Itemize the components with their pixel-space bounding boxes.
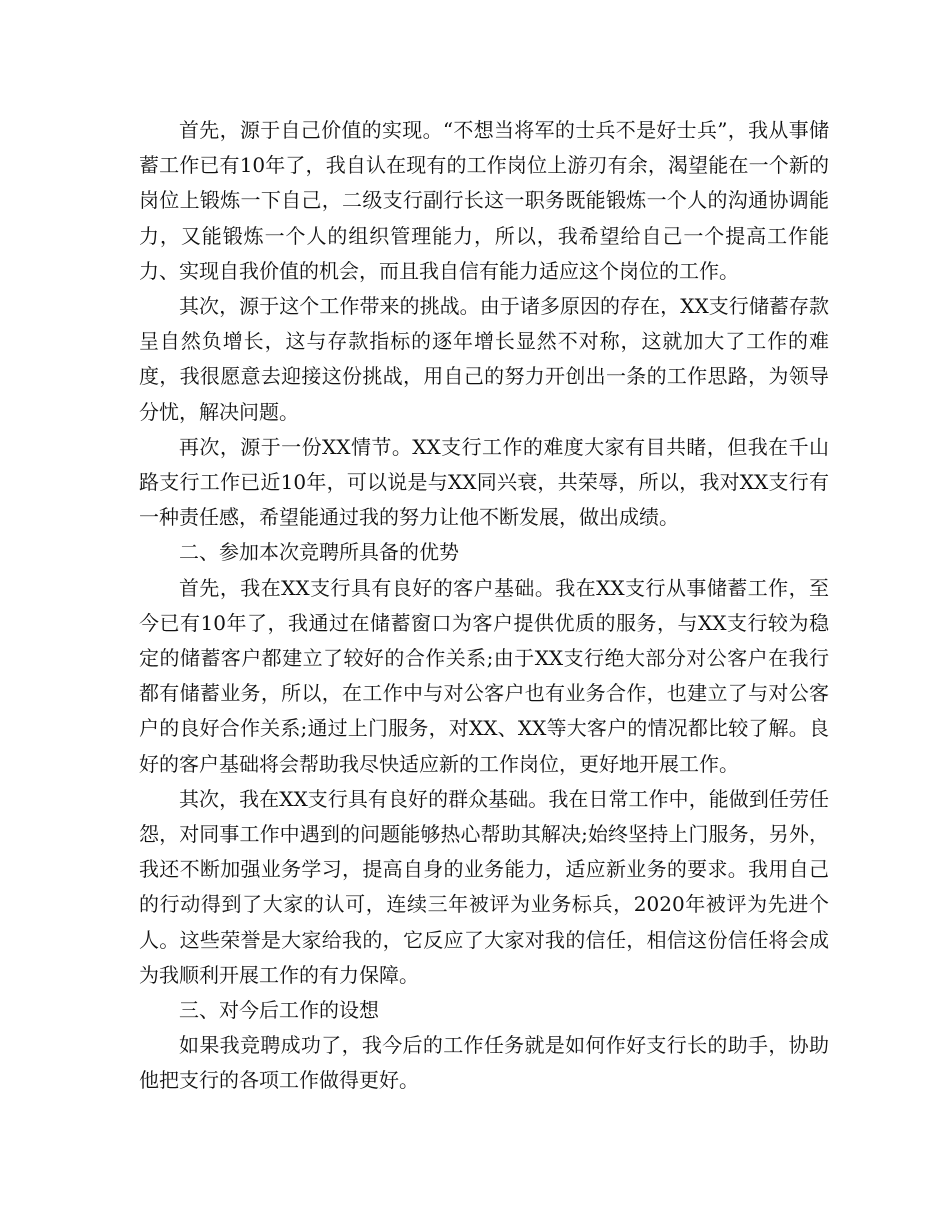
paragraph-self-value: 首先，源于自己价值的实现。“不想当将军的士兵不是好士兵”，我从事储蓄工作已有10年了，我自认在现有的工作岗位上游刃有余，渴望能在一个新的岗位上锻炼一下自己，二级支行副行长这一职务既能锻炼一个人的沟通协调能力，又能锻炼一个人的组织管理能力，所以，我希望给自己一个提高工作能力、实现自我价值的机会，而且我自信有能力适应这个岗位的工作。	[139, 118, 829, 283]
paragraph-customer-base: 首先，我在XX支行具有良好的客户基础。我在XX支行从事储蓄工作，至今已有10年了，我通过在储蓄窗口为客户提供优质的服务，与XX支行较为稳定的储蓄客户都建立了较好的合作关系;由于XX支行绝大部分对公客户在我行都有储蓄业务，所以，在工作中与对公客户也有业务合作，也建立了与对公客户的良好合作关系;通过上门服务，对XX、XX等大客户的情况都比较了解。良好的客户基础将会帮助我尽快适应新的工作岗位，更好地开展工作。	[139, 575, 829, 776]
section-heading-advantages: 二、参加本次竞聘所具备的优势	[179, 540, 459, 565]
paragraph-sentiment: 再次，源于一份XX情节。XX支行工作的难度大家有目共睹，但我在千山路支行工作已近10年，可以说是与XX同兴衰，共荣辱，所以，我对XX支行有一种责任感，希望能通过我的努力让他不断发展，做出成绩。	[139, 434, 829, 530]
document-body	[139, 113, 829, 1099]
paragraph-challenge: 其次，源于这个工作带来的挑战。由于诸多原因的存在，XX支行储蓄存款呈自然负增长，这与存款指标的逐年增长显然不对称，这就加大了工作的难度，我很愿意去迎接这份挑战，用自己的努力开创出一条的工作思路，为领导分忧，解决问题。	[139, 294, 829, 424]
paragraph-mass-base: 其次，我在XX支行具有良好的群众基础。我在日常工作中，能做到任劳任怨，对同事工作中遇到的问题能够热心帮助其解决;始终坚持上门服务，另外，我还不断加强业务学习，提高自身的业务能力，适应新业务的要求。我用自己的行动得到了大家的认可，连续三年被评为业务标兵，2020年被评为先进个人。这些荣誉是大家给我的，它反应了大家对我的信任，相信这份信任将会成为我顺利开展工作的有力保障。	[139, 786, 829, 987]
paragraph-plan: 如果我竞聘成功了，我今后的工作任务就是如何作好支行长的助手，协助他把支行的各项工作做得更好。	[139, 1033, 829, 1093]
section-heading-plans: 三、对今后工作的设想	[179, 998, 379, 1023]
